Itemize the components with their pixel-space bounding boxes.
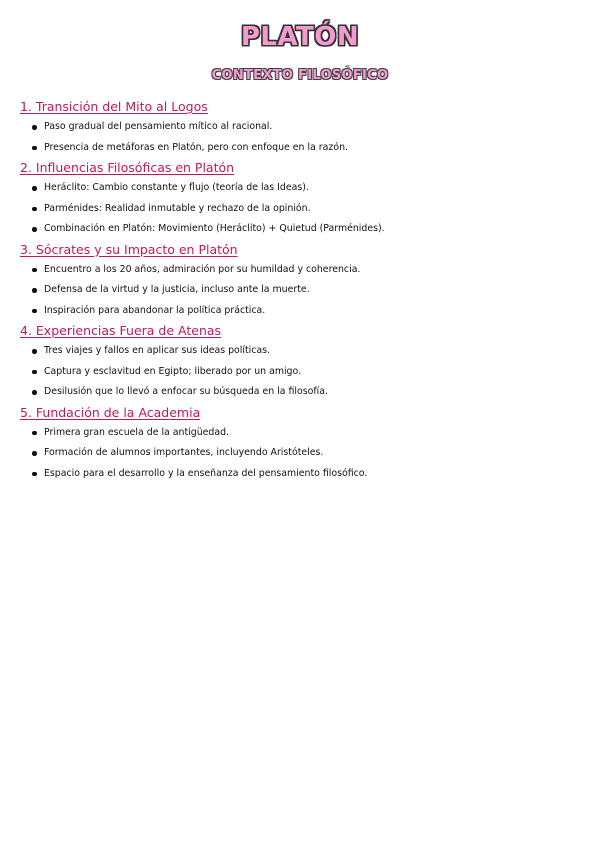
bullet-list xyxy=(20,178,580,240)
page-title: PLATÓN xyxy=(240,22,360,52)
bullet-list xyxy=(20,423,580,485)
section-transicion xyxy=(20,97,580,158)
section-heading: 3. Sócrates y su Impacto en Platón xyxy=(20,241,238,257)
section-heading: 5. Fundación de la Academia xyxy=(20,404,201,420)
list-item xyxy=(20,423,580,444)
bullet-icon xyxy=(32,207,37,212)
list-item-text: Inspiración para abandonar la política práctica. xyxy=(44,304,266,316)
bullet-icon xyxy=(32,268,37,273)
bullet-icon xyxy=(32,431,37,436)
bullet-list xyxy=(20,341,580,403)
list-item-text: Combinación en Platón: Movimiento (Heráclito) + Quietud (Parménides). xyxy=(44,223,385,234)
section-experiencias xyxy=(20,321,580,403)
list-item xyxy=(20,117,580,138)
section-academia xyxy=(20,403,580,485)
bullet-list xyxy=(20,117,580,158)
document-content xyxy=(20,97,580,484)
list-item-text: Captura y esclavitud en Egipto; liberado por un amigo. xyxy=(44,365,302,377)
section-heading: 2. Influencias Filosóficas en Platón xyxy=(20,160,235,175)
list-item xyxy=(20,260,580,281)
section-influencias xyxy=(20,158,580,240)
bullet-icon xyxy=(32,472,37,477)
section-heading: 1. Transición del Mito al Logos xyxy=(20,99,208,114)
list-item xyxy=(20,362,580,383)
list-item-text: Espacio para el desarrollo y la enseñanza del pensamiento filosófico. xyxy=(44,467,368,479)
list-item-text: Desilusión que lo llevó a enfocar su búsqueda en la filosofía. xyxy=(44,386,329,397)
bullet-icon xyxy=(32,370,37,375)
list-item xyxy=(20,280,580,301)
list-item-text: Primera gran escuela de la antigüedad. xyxy=(44,426,230,438)
list-item-text: Parménides: Realidad inmutable y rechazo de la opinión. xyxy=(44,202,311,214)
list-item xyxy=(20,199,580,220)
list-item xyxy=(20,341,580,362)
list-item xyxy=(20,178,580,199)
list-item-text: Presencia de metáforas en Platón, pero con enfoque en la razón. xyxy=(44,141,348,153)
section-socrates xyxy=(20,240,580,322)
bullet-icon xyxy=(32,186,37,191)
bullet-icon xyxy=(32,146,37,151)
list-item xyxy=(20,301,580,322)
list-item xyxy=(20,382,580,403)
list-item xyxy=(20,219,580,240)
bullet-icon xyxy=(32,125,37,130)
list-item xyxy=(20,138,580,159)
list-item-text: Formación de alumnos importantes, incluyendo Aristóteles. xyxy=(44,447,324,458)
bullet-icon xyxy=(32,288,37,293)
list-item-text: Tres viajes y fallos en aplicar sus ideas políticas. xyxy=(44,345,271,356)
section-heading: 4. Experiencias Fuera de Atenas xyxy=(20,323,222,338)
bullet-list xyxy=(20,260,580,322)
list-item xyxy=(20,443,580,464)
bullet-icon xyxy=(32,349,37,354)
list-item-text: Heráclito: Cambio constante y flujo (teoría de las Ideas). xyxy=(44,182,309,193)
list-item xyxy=(20,464,580,485)
list-item-text: Paso gradual del pensamiento mítico al racional. xyxy=(44,121,273,132)
bullet-icon xyxy=(32,309,37,314)
bullet-icon xyxy=(32,451,37,456)
page-subtitle: CONTEXTO FILOSÓFICO xyxy=(211,68,389,83)
list-item-text: Defensa de la virtud y la justicia, incluso ante la muerte. xyxy=(44,284,310,295)
list-item-text: Encuentro a los 20 años, admiración por su humildad y coherencia. xyxy=(44,263,361,275)
bullet-icon xyxy=(32,390,37,395)
bullet-icon xyxy=(32,227,37,232)
